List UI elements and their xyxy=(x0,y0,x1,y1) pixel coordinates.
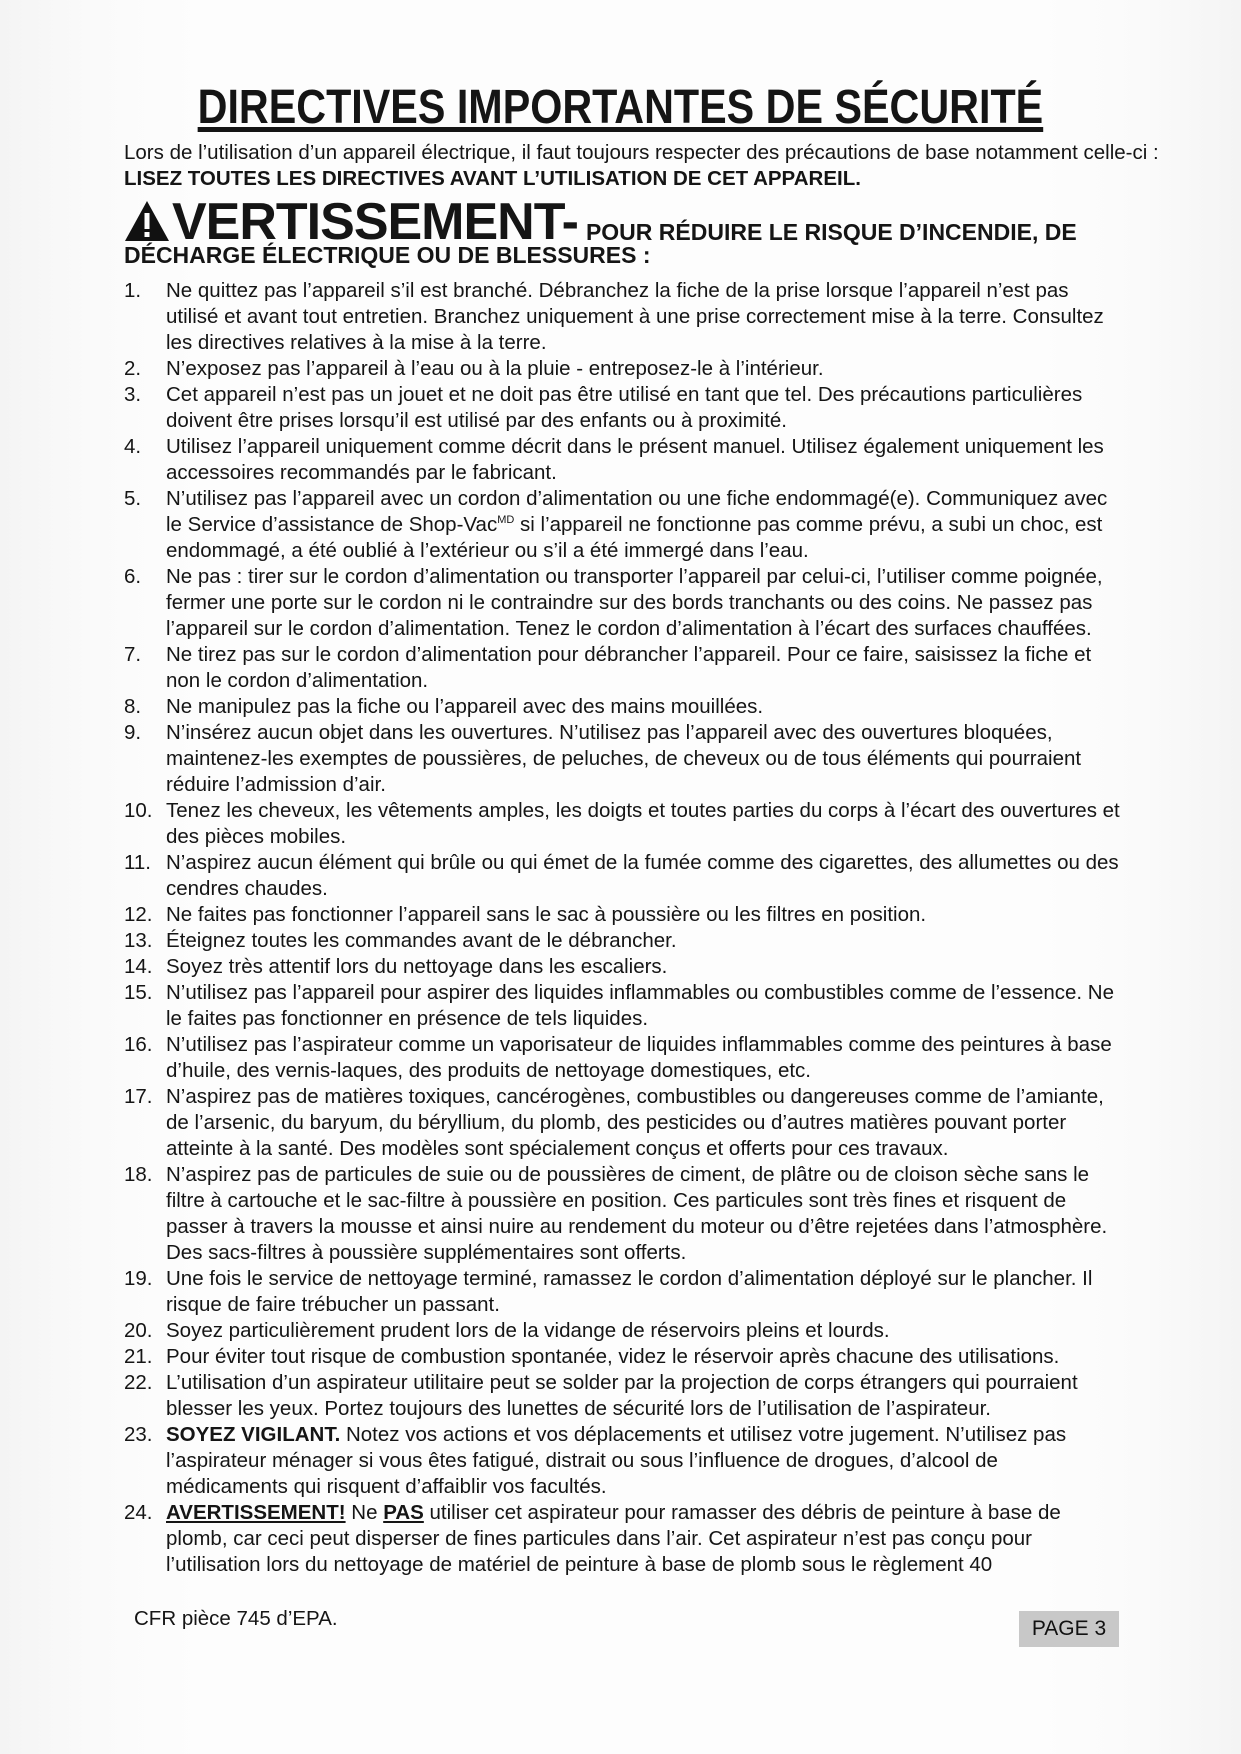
list-item xyxy=(124,1344,1124,1370)
intro-text: Lors de l’utilisation d’un appareil électrique, il faut toujours respecter des précautions de base notamment celle-ci : xyxy=(124,141,1159,164)
item-text: N’utilisez pas l’appareil pour aspirer des liquides inflammables ou combustibles comme de l’essence. Ne le faites pas fonctionner en présence de tels liquides. xyxy=(166,981,1115,1030)
item-text: N’aspirez pas de matières toxiques, cancérogènes, combustibles ou dangereuses comme de l’amiante, de l’arsenic, du baryum, du béryllium, du plomb, des pesticides ou d’autres matières pouvant porter atteinte à la santé. Des modèles sont spécialement conçus et offerts pour ces travaux. xyxy=(166,1085,1104,1160)
item-text-part: si l’appareil ne fonctionne pas comme prévu, a subi un choc, est endommagé, a été oublié à l’extérieur ou s’il a été immergé dans l’eau. xyxy=(166,513,1103,562)
item-text: Soyez très attentif lors du nettoyage dans les escaliers. xyxy=(166,955,668,978)
item-number: 6. xyxy=(124,565,142,588)
list-item xyxy=(124,278,1124,356)
list-item xyxy=(124,434,1124,486)
item-number: 17. xyxy=(124,1085,153,1108)
item-number: 10. xyxy=(124,799,153,822)
list-item xyxy=(124,1084,1124,1162)
list-item xyxy=(124,1162,1124,1266)
list-item xyxy=(124,720,1124,798)
list-item xyxy=(124,902,1124,928)
item-text: Ne tirez pas sur le cordon d’alimentation pour débrancher l’appareil. Pour ce faire, saisissez la fiche et non le cordon d’alimentation. xyxy=(166,643,1092,692)
item-text: N’insérez aucun objet dans les ouvertures. N’utilisez pas l’appareil avec des ouvertures bloquées, maintenez-les exemptes de poussières, de peluches, de cheveux ou de tous éléments qui pourraient réduire l’admission d’air. xyxy=(166,721,1082,796)
item-number: 16. xyxy=(124,1033,153,1056)
item-number: 22. xyxy=(124,1371,153,1394)
list-item xyxy=(124,382,1124,434)
safety-instructions-list xyxy=(124,278,1124,1578)
list-item xyxy=(124,1318,1124,1344)
list-item xyxy=(124,1500,1124,1578)
warning-big-text: VERTISSEMENT- xyxy=(172,193,578,251)
item-text: Ne pas : tirer sur le cordon d’alimentation ou transporter l’appareil par celui-ci, l’utiliser comme poignée, fermer une porte sur le cordon ni le contraindre sur des bords tranchants ou des coins. Ne passez pas l’appareil sur le cordon d’alimentation. Tenez le cordon d’alimentation à l’écart des surfaces chauffées. xyxy=(166,565,1103,640)
item-text-part: Notez vos actions et vos déplacements et utilisez votre jugement. N’utilisez pas l’aspirateur ménager si vous êtes fatigué, distrait ou sous l’influence de drogues, d’alcool de médicaments qui risquent d’affaiblir vos facultés. xyxy=(166,1423,1067,1498)
item-text: Utilisez l’appareil uniquement comme décrit dans le présent manuel. Utilisez également uniquement les accessoires recommandés par le fabricant. xyxy=(166,435,1104,484)
list-item xyxy=(124,1422,1124,1500)
item-text: L’utilisation d’un aspirateur utilitaire peut se solder par la projection de corps étrangers qui pourraient blesser les yeux. Portez toujours des lunettes de sécurité lors de l’utilisation de l’aspirateur. xyxy=(166,1371,1078,1420)
item-emphasis: PAS xyxy=(383,1501,424,1524)
list-item xyxy=(124,1370,1124,1422)
item-text-part: N’utilisez pas l’appareil avec un cordon d’alimentation ou une fiche endommagé(e). Communiquez avec le Service d’assistance de Shop-Vac xyxy=(166,487,1108,536)
page-title: DIRECTIVES IMPORTANTES DE SÉCURITÉ xyxy=(197,81,1044,134)
item-text: Ne quittez pas l’appareil s’il est branché. Débranchez la fiche de la prise lorsque l’appareil n’est pas utilisé et avant tout entretien. Branchez uniquement à une prise correctement mise à la terre. Consultez les directives relatives à la mise à la terre. xyxy=(166,279,1104,354)
item-number: 18. xyxy=(124,1163,153,1186)
list-item xyxy=(124,694,1124,720)
item-text: Éteignez toutes les commandes avant de le débrancher. xyxy=(166,929,677,952)
item-text: N’exposez pas l’appareil à l’eau ou à la pluie - entreposez-le à l’intérieur. xyxy=(166,357,824,380)
item-number: 20. xyxy=(124,1319,153,1342)
item-bold-lead: SOYEZ VIGILANT. xyxy=(166,1423,341,1446)
warning-heading xyxy=(124,192,1204,268)
list-item xyxy=(124,642,1124,694)
item-text xyxy=(166,1500,1124,1578)
item-text: N’aspirez aucun élément qui brûle ou qui émet de la fumée comme des cigarettes, des allumettes ou des cendres chaudes. xyxy=(166,851,1119,900)
item-warning-lead: AVERTISSEMENT! xyxy=(166,1501,346,1524)
item-text: Ne faites pas fonctionner l’appareil sans le sac à poussière ou les filtres en position. xyxy=(166,903,927,926)
list-item xyxy=(124,356,1124,382)
item-number: 8. xyxy=(124,695,142,718)
item-text: Cet appareil n’est pas un jouet et ne doit pas être utilisé en tant que tel. Des précautions particulières doivent être prises lorsqu’il est utilisé par des enfants ou à proximité. xyxy=(166,383,1083,432)
closing-text: CFR pièce 745 d’EPA. xyxy=(134,1607,338,1630)
item-text-part: utiliser cet aspirateur pour ramasser des débris de peinture à base de plomb, car ceci peut disperser de fines particules dans l’air. Cet aspirateur n’est pas conçu pour l’utilisation lors du nettoyage de matériel de peinture à base de plomb sous le règlement 40 xyxy=(166,1501,1061,1576)
item-text: N’aspirez pas de particules de suie ou de poussières de ciment, de plâtre ou de cloison sèche sans le filtre à cartouche et le sac-filtre à poussière en position. Ces particules sont très fines et risquent de passer à travers la mousse et ainsi nuire au rendement du moteur ou d’être rejetées dans l’atmosphère. Des sacs-filtres à poussière supplémentaires sont offerts. xyxy=(166,1163,1108,1264)
item-number: 11. xyxy=(124,851,151,874)
item-number: 19. xyxy=(124,1267,153,1290)
list-item xyxy=(124,486,1124,564)
item-text: Ne manipulez pas la fiche ou l’appareil avec des mains mouillées. xyxy=(166,695,764,718)
item-text xyxy=(166,1422,1124,1500)
trademark-superscript: MD xyxy=(497,514,515,527)
item-number: 9. xyxy=(124,721,142,744)
warning-line1-text: POUR RÉDUIRE LE RISQUE D’INCENDIE, DE xyxy=(585,219,1077,245)
list-item xyxy=(124,1266,1124,1318)
list-item xyxy=(124,1032,1124,1084)
intro-paragraph xyxy=(124,140,1204,192)
warning-triangle-icon xyxy=(124,199,170,243)
item-number: 7. xyxy=(124,643,142,666)
item-number: 3. xyxy=(124,383,142,406)
item-text xyxy=(166,486,1124,564)
item-text: Une fois le service de nettoyage terminé, ramassez le cordon d’alimentation déployé sur le plancher. Il risque de faire trébucher un passant. xyxy=(166,1267,1093,1316)
item-number: 12. xyxy=(124,903,153,926)
list-item xyxy=(124,850,1124,902)
list-item xyxy=(124,928,1124,954)
list-item xyxy=(124,798,1124,850)
item-text: N’utilisez pas l’aspirateur comme un vaporisateur de liquides inflammables comme des peintures à base d’huile, des vernis-laques, des produits de nettoyage domestiques, etc. xyxy=(166,1033,1112,1082)
item-text: Tenez les cheveux, les vêtements amples, les doigts et toutes parties du corps à l’écart des ouvertures et des pièces mobiles. xyxy=(166,799,1120,848)
intro-bold-text: LISEZ TOUTES LES DIRECTIVES AVANT L’UTILISATION DE CET APPAREIL. xyxy=(124,167,861,190)
item-number: 24. xyxy=(124,1501,153,1524)
list-item xyxy=(124,564,1124,642)
warning-line2-text: DÉCHARGE ÉLECTRIQUE OU DE BLESSURES : xyxy=(124,242,651,268)
item-number: 13. xyxy=(124,929,153,952)
item-number: 21. xyxy=(124,1345,153,1368)
item-number: 4. xyxy=(124,435,142,458)
item-number: 14. xyxy=(124,955,153,978)
item-number: 5. xyxy=(124,487,142,510)
item-number: 15. xyxy=(124,981,153,1004)
list-item xyxy=(124,980,1124,1032)
item-number: 2. xyxy=(124,357,142,380)
list-item xyxy=(124,954,1124,980)
page-number-label: PAGE 3 xyxy=(1019,1611,1119,1647)
item-number: 1. xyxy=(124,279,142,302)
item-text: Pour éviter tout risque de combustion spontanée, videz le réservoir après chacune des utilisations. xyxy=(166,1345,1060,1368)
item-text-part: Ne xyxy=(345,1501,384,1524)
item-text: Soyez particulièrement prudent lors de la vidange de réservoirs pleins et lourds. xyxy=(166,1319,890,1342)
item-number: 23. xyxy=(124,1423,153,1446)
